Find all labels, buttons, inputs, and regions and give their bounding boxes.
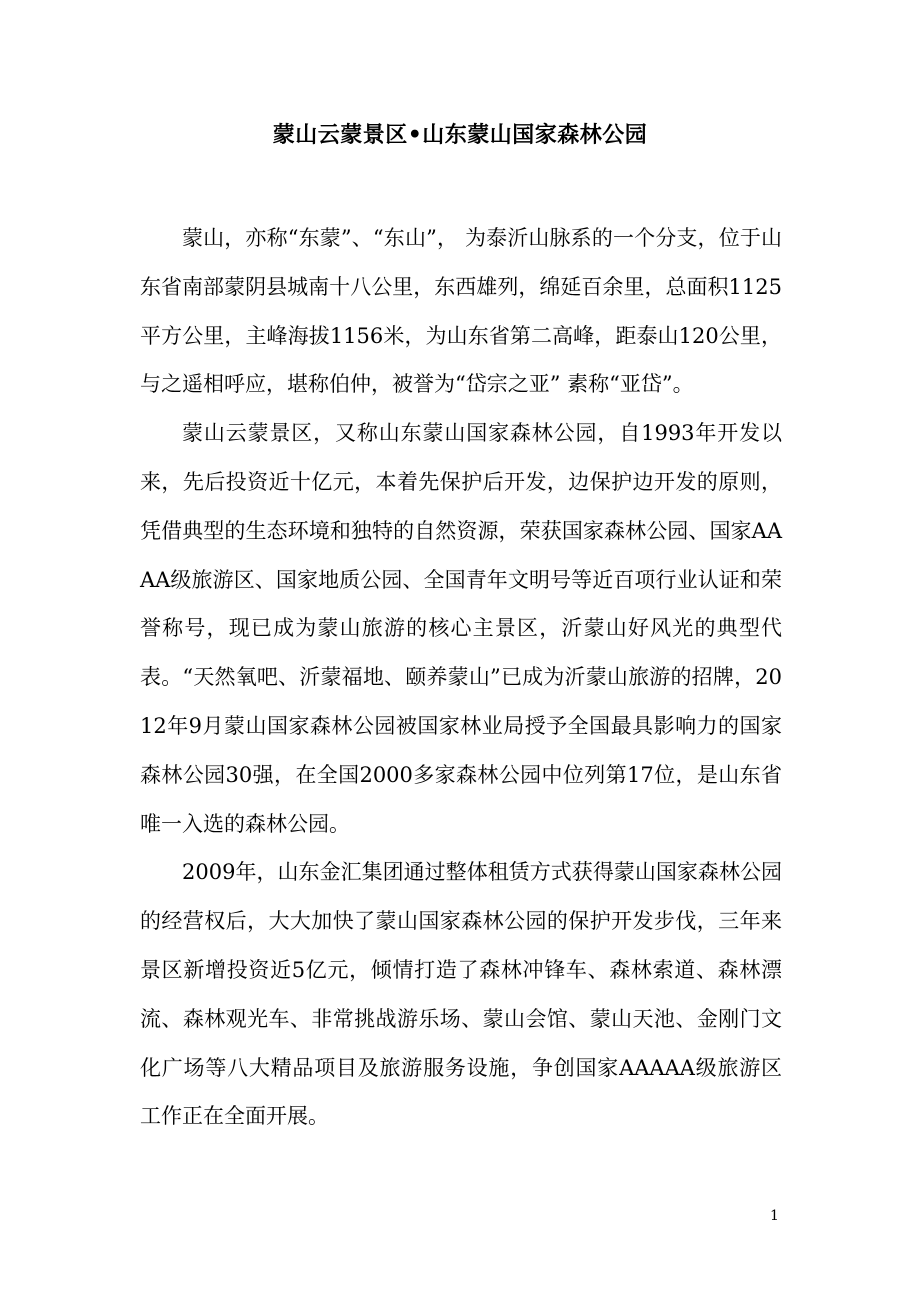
page-number: 1 — [770, 1208, 779, 1224]
paragraph-development: 2009年，山东金汇集团通过整体租赁方式获得蒙山国家森林公园的经营权后，大大加快了蒙山国家森林公园的保护开发步伐，三年来景区新增投资近5亿元，倾情打造了森林冲锋车、森林索道、森林漂流、森林观光车、非常挑战游乐场、蒙山会馆、蒙山天池、金刚门文化广场等八大精品项目及旅游服务设施，争创国家AAAAA级旅游区工作正在全面开展。 — [140, 860, 782, 1129]
paragraph-scenic-area: 蒙山云蒙景区，又称山东蒙山国家森林公园，自1993年开发以来，先后投资近十亿元，本着先保护后开发，边保护边开发的原则，凭借典型的生态环境和独特的自然资源，荣获国家森林公园、国家AAAA级旅游区、国家地质公园、全国青年文明号等近百项行业认证和荣誉称号，现已成为蒙山旅游的核心主景区，沂蒙山好风光的典型代表。“天然氧吧、沂蒙福地、颐养蒙山”已成为沂蒙山旅游的招牌，2012年9月蒙山国家森林公园被国家林业局授予全国最具影响力的国家森林公园30强，在全国2000多家森林公园中位列第17位，是山东省唯一入选的森林公园。 — [140, 421, 782, 836]
document-title: 蒙山云蒙景区•山东蒙山国家森林公园 — [272, 122, 648, 148]
document-body — [140, 214, 782, 1141]
paragraph-intro: 蒙山，亦称“东蒙”、“东山”， 为泰沂山脉系的一个分支，位于山东省南部蒙阴县城南十八公里，东西雄列，绵延百余里，总面积1125平方公里，主峰海拔1156米，为山东省第二高峰，距泰山120公里，与之遥相呼应，堪称伯仲，被誉为“岱宗之亚” 素称“亚岱”。 — [140, 226, 782, 397]
